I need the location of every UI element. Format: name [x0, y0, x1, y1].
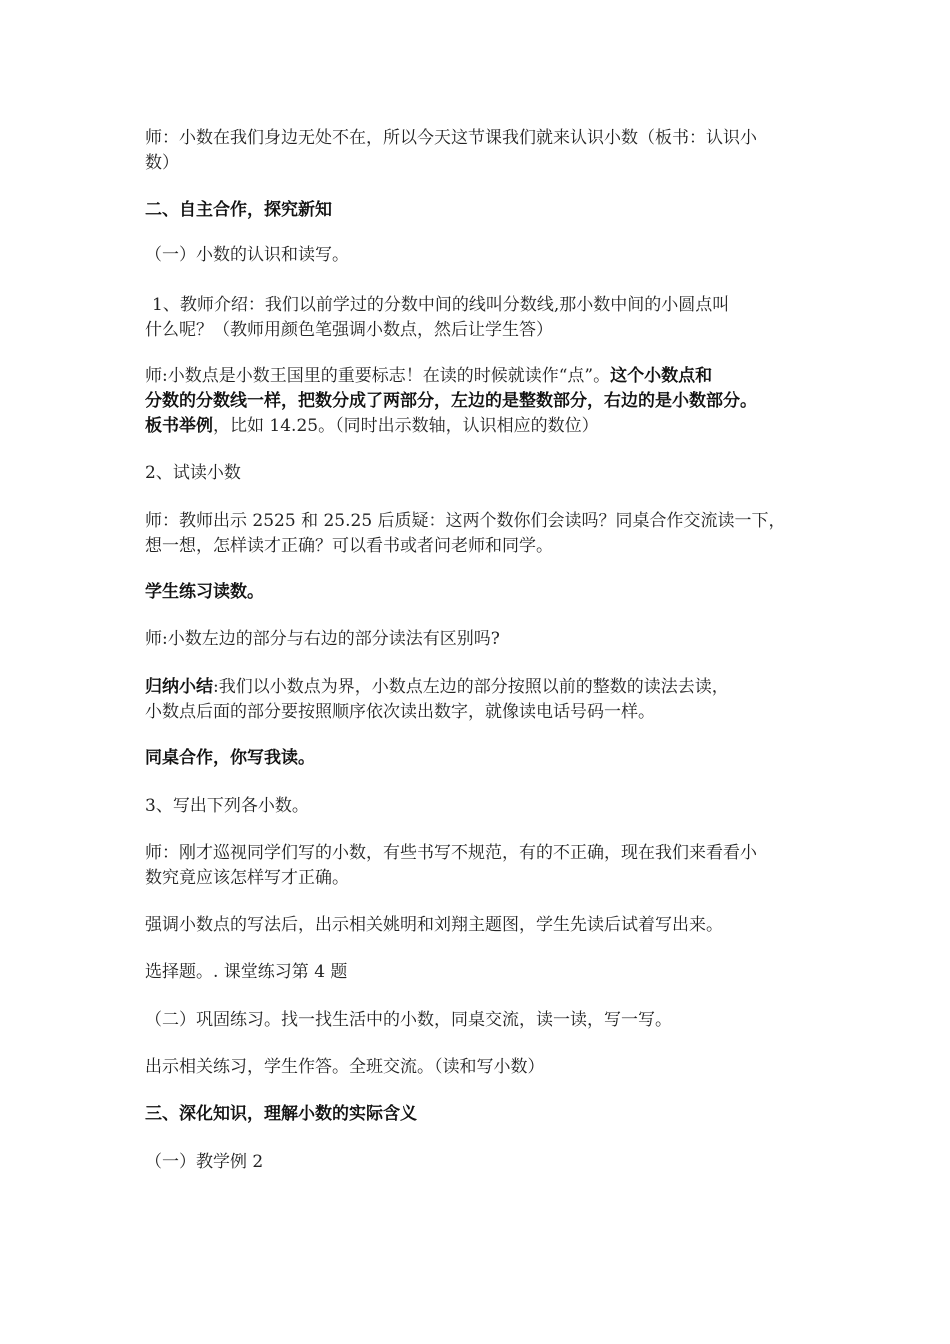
decimal-point-emphasis: 这个小数点和 — [610, 366, 713, 386]
exercise-line: 出示相关练习，学生作答。全班交流。（读和写小数） — [145, 1057, 545, 1077]
teacher-question: 师:小数左边的部分与右边的部分读法有区别吗? — [145, 629, 500, 649]
student-practice-label: 学生练习读数。 — [145, 582, 264, 602]
step-1-line-2: 什么呢？（教师用颜色笔强调小数点，然后让学生答） — [145, 320, 553, 340]
subsection-1-title: （一）小数的认识和读写。 — [145, 245, 349, 265]
summary-label: 归纳小结 — [145, 677, 213, 697]
decimal-point-line-3 — [145, 414, 815, 439]
emphasis-paragraph: 强调小数点的写法后，出示相关姚明和刘翔主题图，学生先读后试着写出来。 — [145, 915, 723, 935]
trial-read-line-2: 想一想，怎样读才正确？可以看书或者问老师和同学。 — [145, 536, 553, 556]
pair-work-label: 同桌合作，你写我读。 — [145, 748, 315, 768]
consolidation-practice: （二）巩固练习。找一找生活中的小数，同桌交流，读一读，写一写。 — [145, 1010, 672, 1030]
step-3-title: 3、写出下列各小数。 — [145, 796, 309, 816]
choice-question-line: 选择题。. 课堂练习第 4 题 — [145, 962, 348, 982]
writing-review-line-1: 师：刚才巡视同学们写的小数，有些书写不规范，有的不正确，现在我们来看看小 — [145, 843, 757, 863]
step-2-title: 2、试读小数 — [145, 463, 241, 483]
summary-line-2: 小数点后面的部分要按照顺序依次读出数字，就像读电话号码一样。 — [145, 702, 655, 722]
decimal-point-line-1 — [145, 364, 815, 389]
decimal-point-line-2: 分数的分数线一样，把数分成了两部分，左边的是整数部分，右边的是小数部分。 — [145, 391, 757, 411]
teacher-intro-line-2: 数） — [145, 153, 179, 173]
section-heading-3: 三、深化知识，理解小数的实际含义 — [145, 1104, 417, 1124]
decimal-point-text: 师:小数点是小数王国里的重要标志！在读的时候就读作“点”。 — [145, 366, 611, 386]
step-1-line-1: 1、教师介绍：我们以前学过的分数中间的线叫分数线,那小数中间的小圆点叫 — [152, 295, 730, 315]
summary-line-1 — [145, 675, 815, 700]
summary-text: :我们以小数点为界，小数点左边的部分按照以前的整数的读法去读， — [213, 677, 729, 697]
section-heading-2: 二、自主合作，探究新知 — [145, 200, 332, 220]
trial-read-line-1: 师：教师出示 2525 和 25.25 后质疑：这两个数你们会读吗？同桌合作交流读一下， — [145, 511, 786, 531]
board-example-text: ，比如 14.25。（同时出示数轴，认识相应的数位） — [213, 416, 599, 436]
example-2-title: （一）教学例 2 — [145, 1152, 264, 1172]
teacher-intro-line-1: 师：小数在我们身边无处不在，所以今天这节课我们就来认识小数（板书：认识小 — [145, 128, 757, 148]
board-example-label: 板书举例 — [145, 416, 213, 436]
writing-review-line-2: 数究竟应该怎样写才正确。 — [145, 868, 349, 888]
